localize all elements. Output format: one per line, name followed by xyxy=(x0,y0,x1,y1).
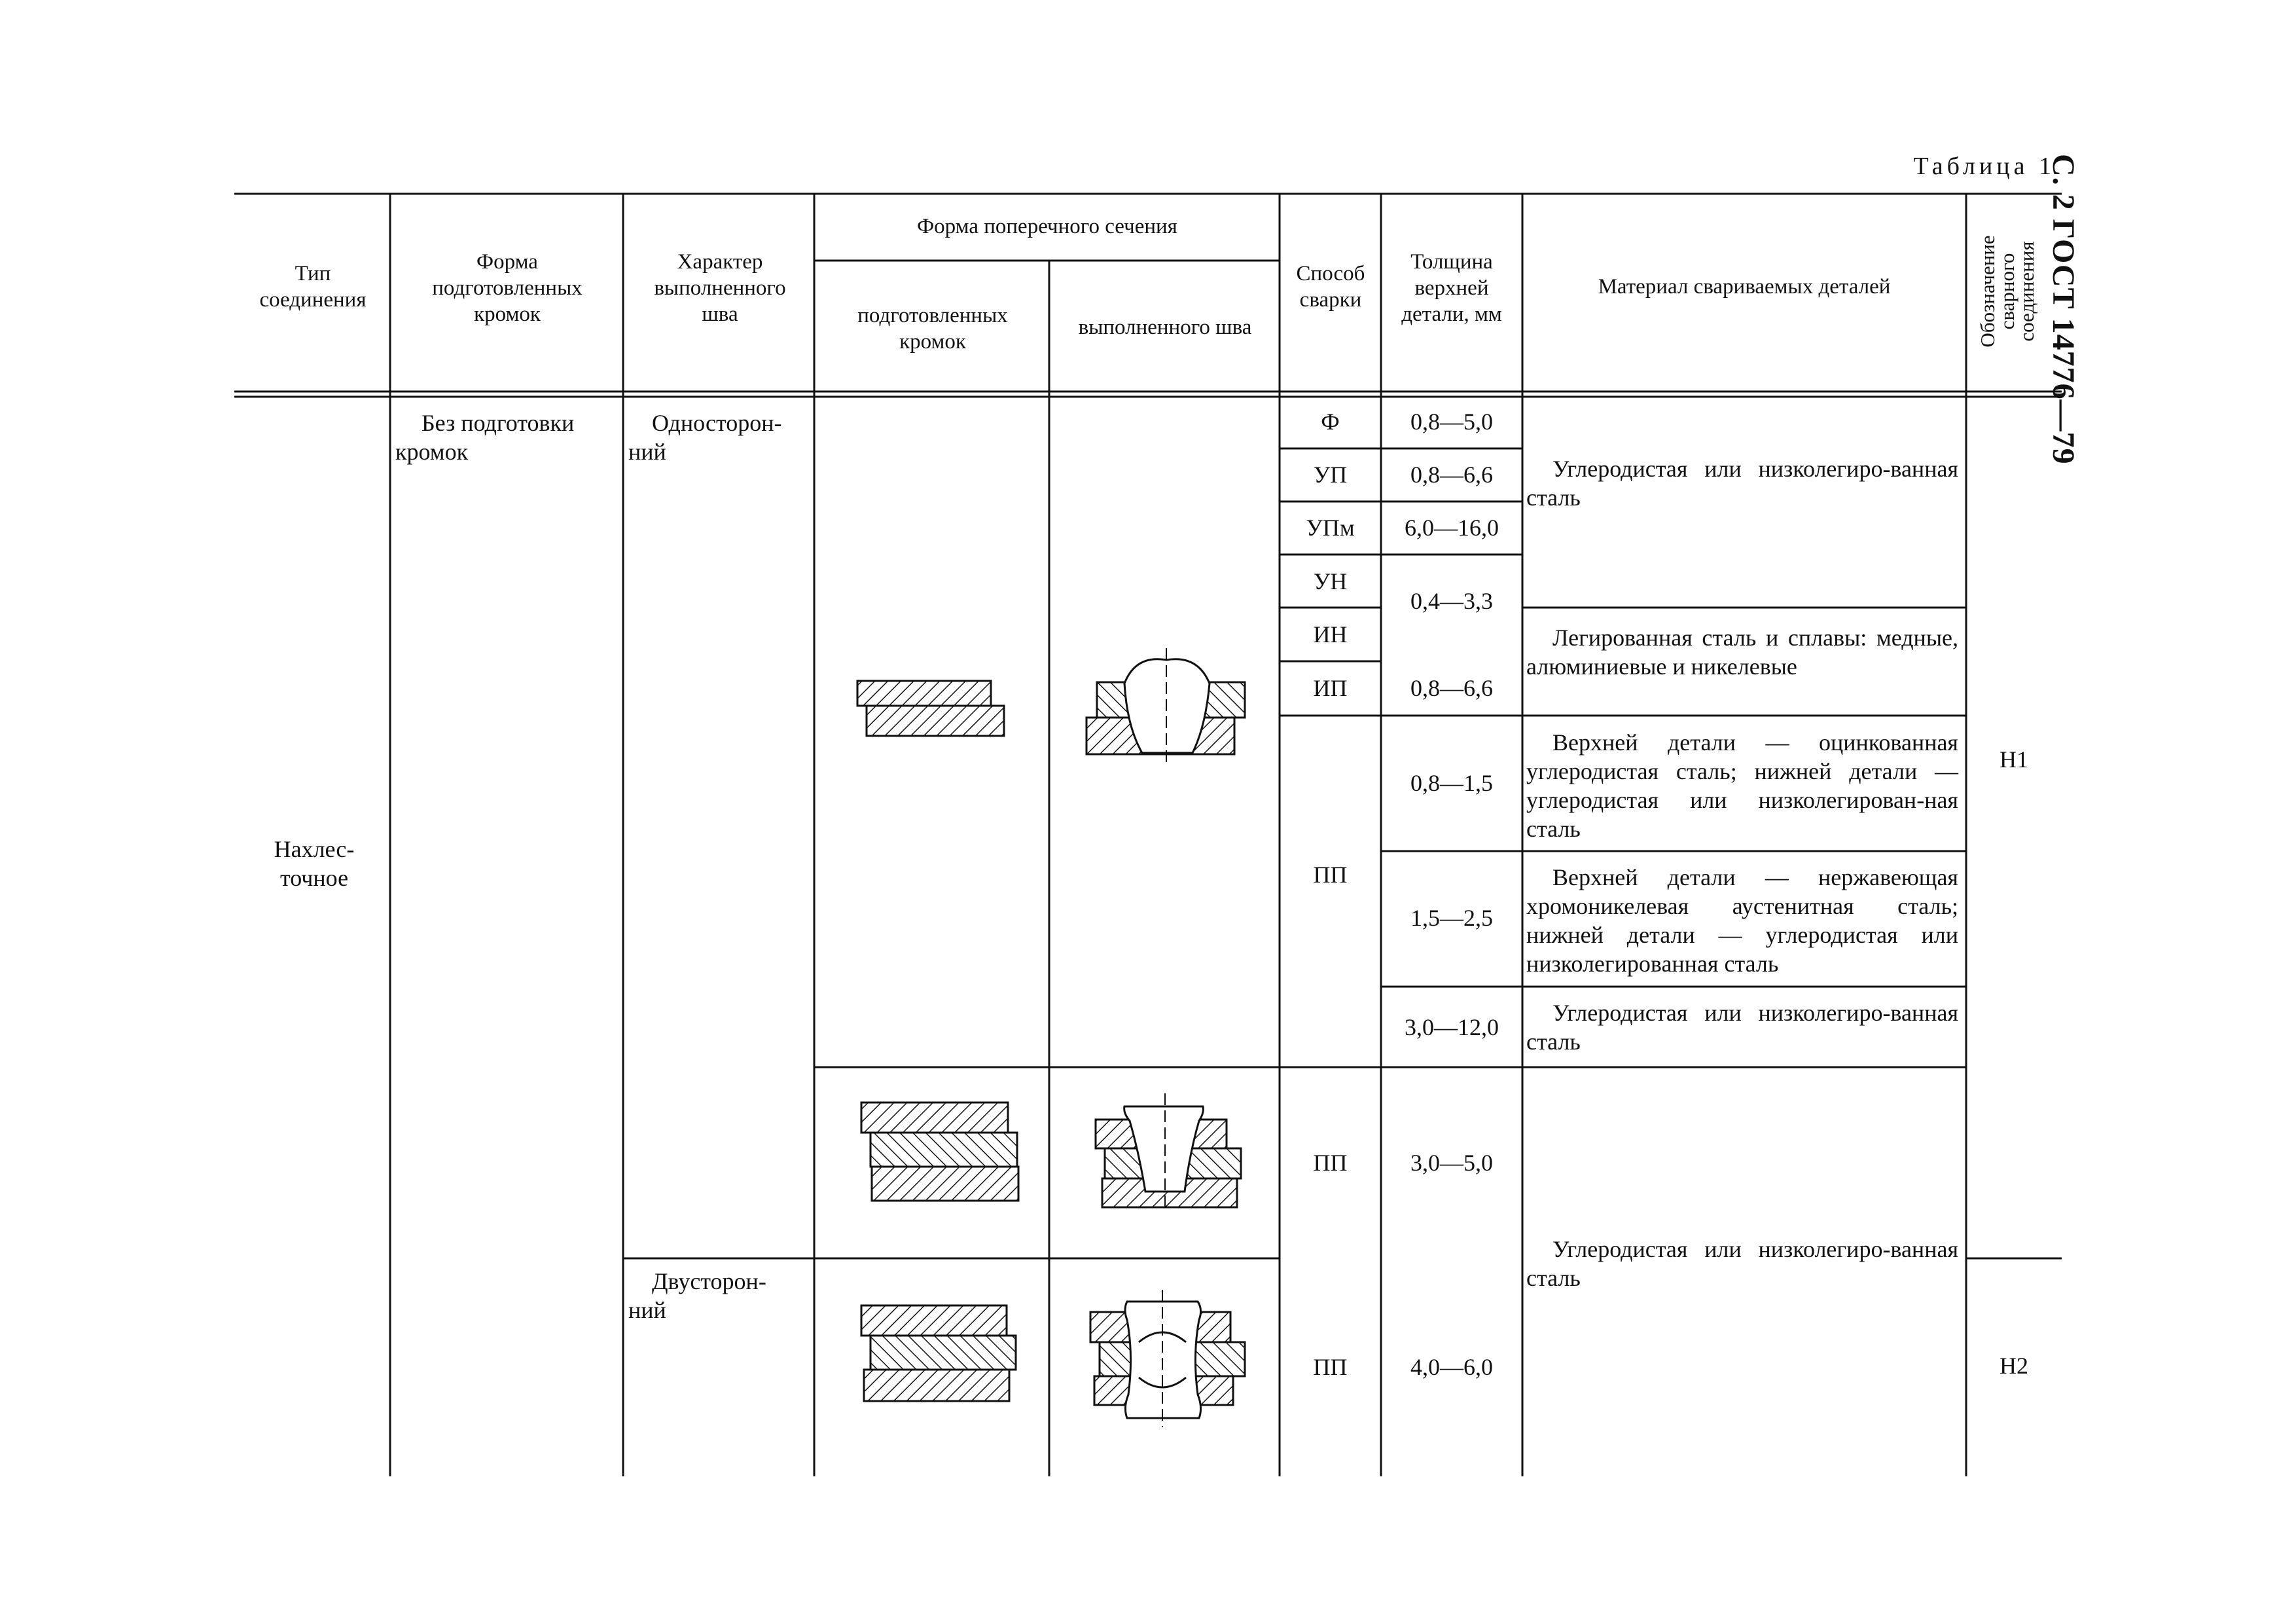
table-caption: Таблица 1 xyxy=(1913,153,2055,180)
header-seam-character: Характер выполненного шва xyxy=(654,250,786,326)
thickness-cell: 0,8—5,0 xyxy=(1410,409,1493,435)
material-cell: Углеродистая или низколегиро-ванная сталь xyxy=(1526,456,1958,511)
method-cell: УПм xyxy=(1306,515,1355,541)
drawing-finished-seam-1 xyxy=(1086,648,1245,767)
thickness-cell: 0,8—1,5 xyxy=(1410,770,1493,796)
thickness-cell: 0,8—6,6 xyxy=(1410,462,1493,488)
material-cell: Углеродистая или низколегиро-ванная сталь xyxy=(1526,1000,1958,1055)
drawing-prepared-edges-1 xyxy=(857,681,1004,736)
header-finished-seam: выполненного шва xyxy=(1078,316,1252,339)
header-designation: Обозначение сварного соединения xyxy=(1976,235,2038,348)
header-method: Способ сварки xyxy=(1296,262,1365,312)
method-cell: УП xyxy=(1313,462,1348,488)
header-joint-type: Тип соединения xyxy=(259,262,367,312)
material-cell: Верхней детали — оцинкованная углеродистая сталь; нижней детали — углеродистая или низколегирован-ная сталь xyxy=(1526,729,1958,842)
header-section-form: Форма поперечного сечения xyxy=(917,215,1177,238)
header-thickness: Толщина верхней детали, мм xyxy=(1401,250,1502,326)
method-cell: ПП xyxy=(1313,862,1348,888)
material-cell: Легированная сталь и сплавы: медные, алюминиевые и никелевые xyxy=(1526,625,1958,680)
designation-cell: Н1 xyxy=(2000,746,2028,773)
drawing-prepared-edges-2 xyxy=(861,1103,1018,1201)
header-material: Материал свариваемых деталей xyxy=(1598,275,1891,299)
method-cell: ИН xyxy=(1313,621,1348,647)
drawing-finished-seam-3 xyxy=(1090,1290,1245,1427)
method-cell: Ф xyxy=(1321,409,1340,435)
material-cell: Верхней детали — нержавеющая хромоникелевая аустенитная сталь; нижней детали — углеродистая или низколегированная сталь xyxy=(1526,864,1958,977)
thickness-cell: 4,0—6,0 xyxy=(1410,1354,1493,1380)
thickness-cell: 6,0—16,0 xyxy=(1405,515,1499,541)
seam-two-sided-cell: Двусторон-ний xyxy=(628,1268,766,1323)
thickness-cell: 0,4—3,3 xyxy=(1410,588,1493,614)
page-header: С. 2 ГОСТ 14776—79 xyxy=(2046,154,2081,465)
thickness-cell: 3,0—12,0 xyxy=(1405,1014,1499,1040)
drawing-prepared-edges-3 xyxy=(861,1305,1016,1401)
drawing-finished-seam-2 xyxy=(1096,1093,1241,1211)
method-cell: ПП xyxy=(1313,1354,1348,1380)
edge-prep-cell: Без подготовки кромок xyxy=(395,410,575,465)
header-edge-form: Форма подготовленных кромок xyxy=(432,250,583,326)
thickness-cell: 1,5—2,5 xyxy=(1410,905,1493,931)
method-cell: ПП xyxy=(1313,1150,1348,1176)
thickness-cell: 3,0—5,0 xyxy=(1410,1150,1493,1176)
method-cell: УН xyxy=(1313,568,1348,594)
designation-cell: Н2 xyxy=(2000,1353,2028,1379)
method-cell: ИП xyxy=(1313,675,1348,701)
header-prepared-edges: подготовленных кромок xyxy=(857,304,1008,354)
material-cell: Углеродистая или низколегиро-ванная сталь xyxy=(1526,1236,1958,1291)
seam-one-sided-cell: Односторон-ний xyxy=(628,410,782,465)
thickness-cell: 0,8—6,6 xyxy=(1410,675,1493,701)
joint-type-cell: Нахлес-точное xyxy=(274,836,355,891)
